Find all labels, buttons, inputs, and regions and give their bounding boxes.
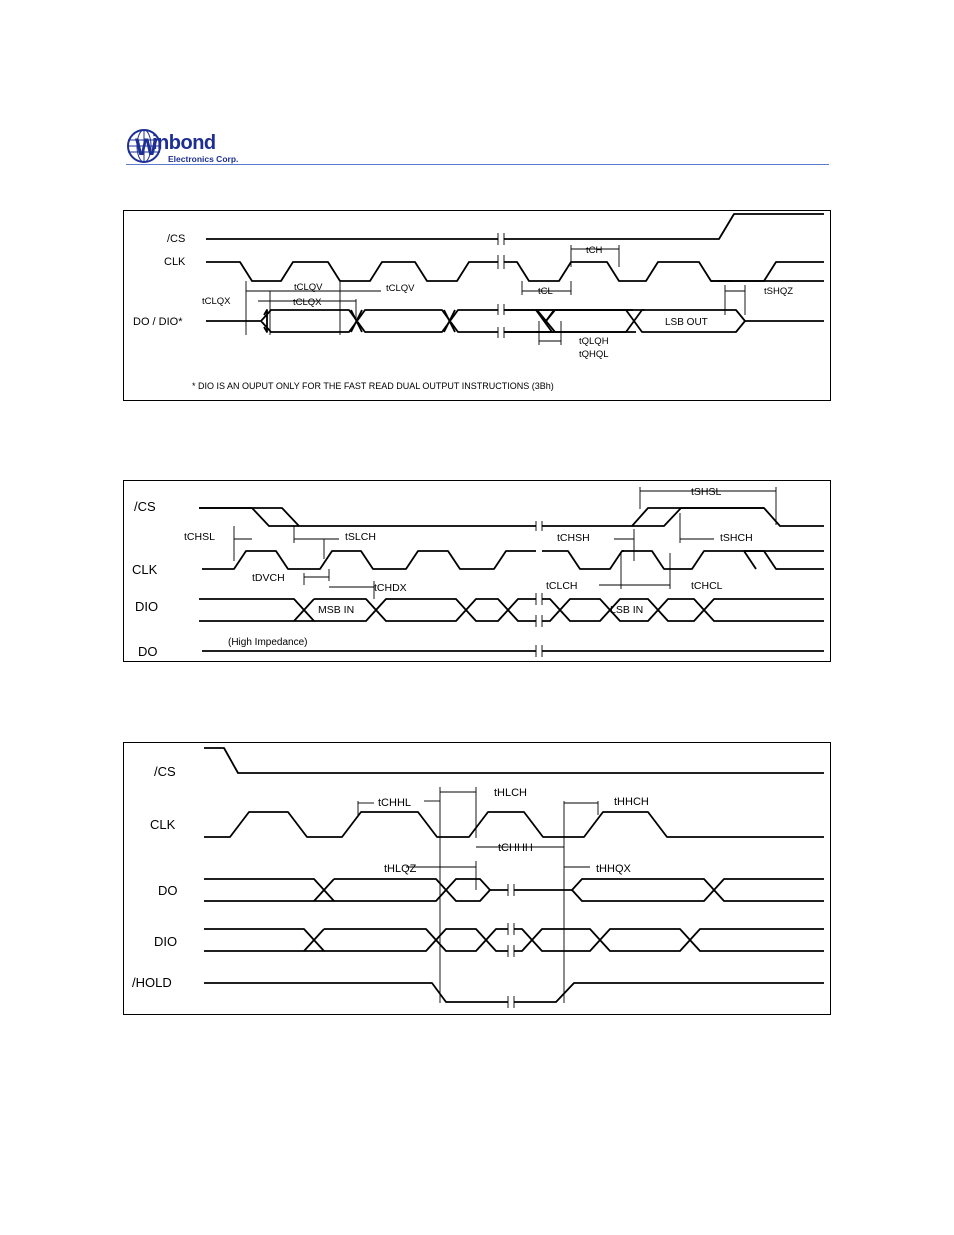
timing-tchsh: tCHSH: [557, 532, 590, 544]
serial-output-timing-diagram: [123, 210, 831, 401]
timing-thlqz: tHLQZ: [384, 863, 417, 875]
winbond-logo: [126, 128, 256, 168]
data-label-lsb-in: LSB IN: [610, 604, 644, 616]
high-impedance-note: (High Impedance): [228, 637, 308, 648]
timing-tshch: tSHCH: [720, 532, 753, 544]
timing-tchhl: tCHHL: [378, 797, 412, 809]
data-label-msb-in: MSB IN: [318, 604, 355, 616]
signal-label-clk: CLK: [164, 256, 186, 268]
waveform-clk: [204, 812, 824, 837]
signal-label-cs: /CS: [154, 764, 176, 779]
timing-thlch: tHLCH: [494, 787, 528, 799]
data-label-lsb-out: LSB OUT: [665, 317, 708, 328]
timing-tcl: tCL: [538, 286, 553, 297]
header-rule: [126, 164, 829, 165]
timing-tclqv-2: tCLQV: [386, 283, 415, 294]
signal-label-cs: /CS: [134, 499, 156, 514]
signal-label-cs: /CS: [167, 233, 186, 245]
signal-label-dio: DIO: [154, 934, 178, 949]
waveform-clk: [202, 551, 536, 569]
hold-timing-diagram: [123, 742, 831, 1015]
waveform-cs: [204, 748, 824, 773]
timing-tshqz: tSHQZ: [764, 286, 794, 297]
timing-tchhh: tCHHH: [498, 842, 533, 854]
serial-input-timing-diagram: [123, 480, 831, 662]
dio-note: * DIO IS AN OUPUT ONLY FOR THE FAST READ DUAL OUTPUT INSTRUCTIONS (3Bh): [192, 381, 554, 391]
timing-tdvch: tDVCH: [252, 572, 285, 584]
waveform-do: [204, 879, 334, 901]
logo-brand: inbond: [152, 132, 216, 154]
waveform-cs: [199, 508, 536, 526]
timing-tqlqh: tQLQH: [579, 336, 609, 347]
signal-label-hold: /HOLD: [132, 975, 172, 990]
timing-tclqx-2: tCLQX: [293, 297, 322, 308]
timing-tchcl: tCHCL: [691, 580, 723, 592]
timing-tclqv-1: tCLQV: [294, 282, 323, 293]
timing-tch: tCH: [586, 245, 603, 256]
signal-label-dio: DIO: [135, 599, 159, 614]
timing-tqhql: tQHQL: [579, 349, 609, 360]
timing-tslch: tSLCH: [345, 531, 376, 543]
timing-thhqx: tHHQX: [596, 863, 631, 875]
signal-label-do: DO: [158, 883, 178, 898]
timing-tclch: tCLCH: [546, 580, 578, 592]
logo-subtitle: Electronics Corp.: [168, 154, 239, 164]
timing-tchdx: tCHDX: [374, 582, 407, 594]
timing-tshsl: tSHSL: [691, 486, 722, 498]
timing-tchsl: tCHSL: [184, 531, 215, 543]
waveform-hold: [204, 983, 508, 1002]
timing-tclqx-1: tCLQX: [202, 296, 231, 307]
timing-thhch: tHHCH: [614, 796, 649, 808]
signal-label-clk: CLK: [132, 562, 158, 577]
waveform-clk: [206, 262, 824, 281]
logo-initial: W: [135, 134, 158, 161]
signal-label-do: DO: [138, 644, 158, 659]
signal-label-clk: CLK: [150, 817, 176, 832]
waveform-cs: [206, 214, 824, 239]
signal-label-do-dio: DO / DIO*: [133, 316, 183, 328]
